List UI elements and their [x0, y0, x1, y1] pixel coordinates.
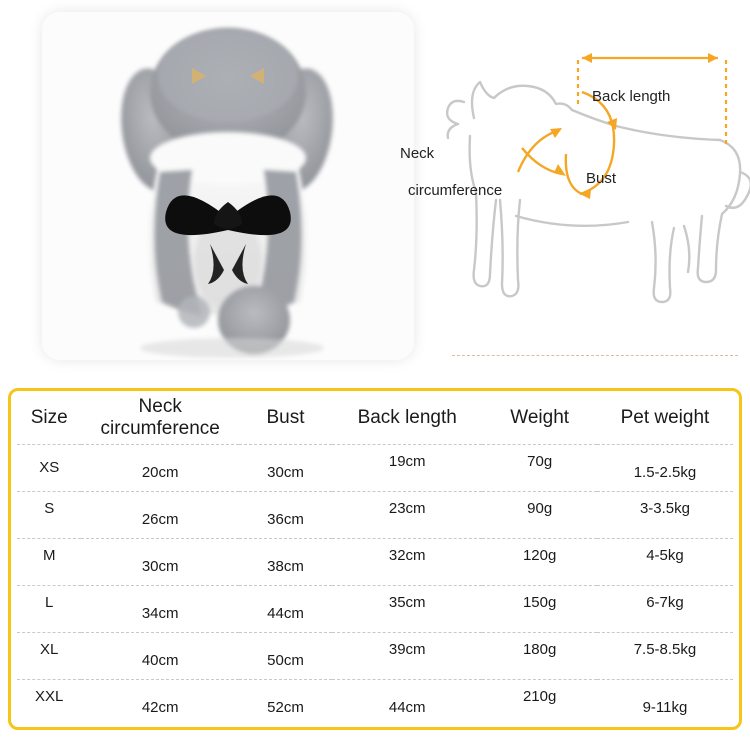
cell-size: M: [42, 547, 56, 565]
cell-neck: 42cm: [141, 699, 179, 717]
cell-weight: 120g: [522, 547, 557, 565]
cell-pet-weight: 1.5-2.5kg: [633, 464, 697, 482]
table-header-row: [17, 395, 733, 444]
cell-neck: 20cm: [141, 464, 179, 482]
diagram-label-back-length: Back length: [592, 88, 671, 105]
cell-bust: 44cm: [267, 605, 304, 623]
cell-size: XXL: [35, 688, 64, 706]
cell-neck: 40cm: [141, 652, 179, 670]
cell-back-length: 23cm: [388, 500, 426, 518]
table-row: [17, 491, 733, 538]
cell-back-length: 44cm: [388, 699, 426, 717]
product-photo-card: [42, 12, 414, 360]
header-neck-circumference: [81, 395, 239, 444]
header-neck-line2: circumference: [100, 417, 220, 439]
diagram-label-neck-line1: Neck: [400, 145, 435, 162]
table-row: [17, 632, 733, 679]
diagram-label-bust: Bust: [586, 170, 617, 187]
cell-back-length: 32cm: [388, 547, 426, 565]
cell-back-length: 19cm: [388, 453, 426, 471]
cell-neck: 26cm: [141, 511, 179, 529]
cell-weight: 210g: [522, 688, 557, 706]
cell-pet-weight: 4-5kg: [646, 547, 684, 565]
cell-pet-weight: 6-7kg: [646, 594, 684, 612]
cell-neck: 30cm: [141, 558, 179, 576]
header-weight: Weight: [510, 406, 570, 428]
cell-pet-weight: 7.5-8.5kg: [633, 641, 697, 659]
cell-pet-weight: 9-11kg: [642, 699, 688, 717]
cell-bust: 38cm: [267, 558, 304, 576]
cell-size: L: [45, 594, 54, 612]
cell-bust: 36cm: [267, 511, 304, 529]
cell-size: S: [44, 500, 55, 518]
dotted-divider: [452, 355, 738, 356]
size-chart-container: [8, 388, 742, 730]
cell-bust: 30cm: [267, 464, 304, 482]
cell-back-length: 35cm: [388, 594, 426, 612]
cell-weight: 180g: [522, 641, 557, 659]
table-row: [17, 585, 733, 632]
cell-weight: 70g: [527, 453, 553, 471]
cell-bust: 52cm: [267, 699, 304, 717]
measurement-diagram: [396, 40, 750, 350]
header-pet-weight: Pet weight: [620, 406, 710, 428]
table-row: [17, 444, 733, 491]
product-photo: [42, 12, 414, 360]
cell-neck: 34cm: [141, 605, 179, 623]
cell-weight: 150g: [522, 594, 557, 612]
cell-back-length: 39cm: [388, 641, 426, 659]
table-row: [17, 679, 733, 726]
cell-weight: 90g: [527, 500, 553, 518]
header-neck-line1: Neck: [138, 396, 182, 417]
cell-bust: 50cm: [267, 652, 304, 670]
cell-size: XL: [40, 641, 59, 659]
header-back-length: Back length: [357, 406, 457, 428]
cell-size: XS: [39, 459, 60, 477]
size-chart-table: [17, 395, 733, 726]
header-bust: Bust: [266, 406, 305, 428]
diagram-label-neck-line2: circumference: [408, 182, 503, 199]
table-row: [17, 538, 733, 585]
header-size: Size: [30, 406, 68, 428]
cell-pet-weight: 3-3.5kg: [639, 500, 690, 518]
